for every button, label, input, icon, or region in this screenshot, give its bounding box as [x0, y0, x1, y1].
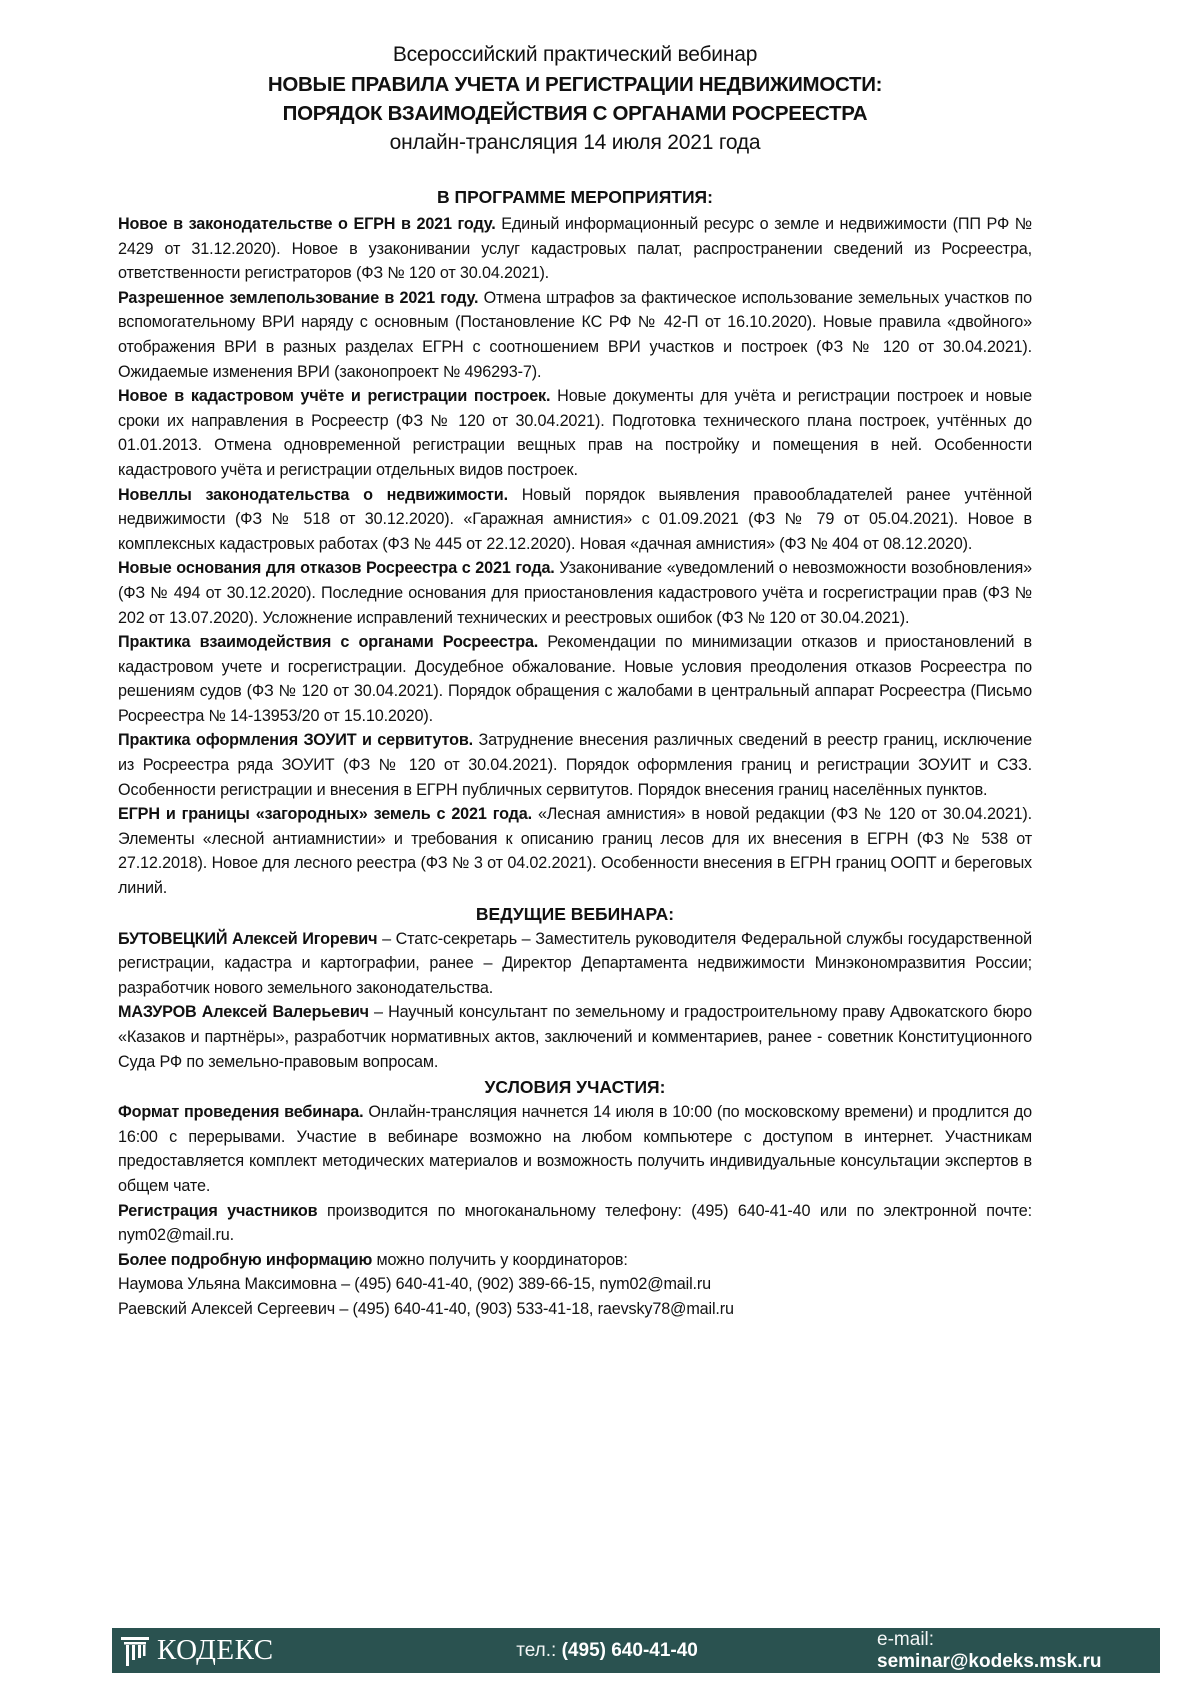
event-title-line-2: ПОРЯДОК ВЗАИМОДЕЙСТВИЯ С ОРГАНАМИ РОСРЕЕСТРА — [282, 102, 868, 125]
registration-paragraph — [118, 1199, 1032, 1248]
speaker-bio: – Статс-секретарь – Заместитель руководителя Федеральной службы государственной регистрации, кадастра и картографии, ранее – Директор Департамента недвижимости Минэкономразвития России; разработчик нового земельного законодательства. — [118, 929, 1032, 997]
event-title-line-1: НОВЫЕ ПРАВИЛА УЧЕТА И РЕГИСТРАЦИИ НЕДВИЖИМОСТИ: — [267, 73, 883, 96]
program-item — [118, 556, 1032, 630]
program-item-text: Единый информационный ресурс о земле и недвижимости (ПП РФ № 2429 от 31.12.2020). Новое в узаконивании услуг кадастровых палат, распространении сведений из Росреестра, ответственности регистраторов (ФЗ № 120 от 30.04.2021). — [118, 215, 1032, 283]
program-item-text: Отмена штрафов за фактическое использование земельных участков по вспомогательному ВРИ наряду с основным (Постановление КС РФ № 42-П от 16.10.2020). Новые правила «двойного» отображения ВРИ в разных разделах ЕГРН с соотношением ВРИ участков и построек (ФЗ № 120 от 30.04.2021). Ожидаемые изменения ВРИ (законопроект № 496293-7). — [118, 288, 1032, 381]
more-info-title: Более подробную информацию — [118, 1250, 373, 1269]
flyer-page — [118, 40, 1032, 1322]
program-item-title: Новые основания для отказов Росреестра с 2021 года. — [118, 559, 555, 578]
more-info-line — [118, 1248, 1032, 1273]
program-item-text: «Лесная амнистия» в новой редакции (ФЗ № 120 от 30.04.2021). Элементы «лесной антиамнистии» и требования к описанию границ лесов для их внесения в ЕГРН (ФЗ № 538 от 27.12.2018). Новое для лесного реестра (ФЗ № 3 от 04.02.2021). Особенности внесения в ЕГРН границ ООПТ и береговых линий. — [118, 805, 1032, 898]
speaker-name: БУТОВЕЦКИЙ Алексей Игоревич — [118, 929, 378, 948]
format-paragraph — [118, 1100, 1032, 1198]
event-type: Всероссийский практический вебинар — [392, 43, 758, 66]
program-item-text: Рекомендации по минимизации отказов и приостановлений в кадастровом учете и госрегистрации. Досудебное обжалование. Новые условия преодоления отказов Росреестра по решениям судов (ФЗ № 120 от 30.04.2021). Порядок обращения с жалобами в центральный аппарат Росреестра (Письмо Росреестра № 14-13953/20 от 15.10.2020). — [118, 633, 1032, 725]
program-item-title: ЕГРН и границы «загородных» земель с 2021 года. — [118, 805, 532, 824]
email-label: e-mail: — [877, 1628, 935, 1650]
program-list — [118, 212, 1032, 901]
registration-text: производится по многоканальному телефону: (495) 640-41-40 или по электронной почте: nym02@mail.ru. — [118, 1201, 1032, 1245]
speaker-item — [118, 927, 1032, 1001]
phone-value: (495) 640-41-40 — [561, 1639, 698, 1661]
kodeks-logo — [121, 1634, 476, 1667]
program-item-title: Новое в законодательстве о ЕГРН в 2021 году. — [118, 215, 496, 233]
program-item-text: Узаконивание «уведомлений о невозможности возобновления» (ФЗ № 494 от 30.12.2020). Последние основания для приостановления кадастрового учёта и госрегистрации прав (ФЗ № 202 от 13.07.2020). Усложнение исправлений технических и реестровых ошибок (ФЗ № 120 от 30.04.2021). — [118, 559, 1032, 627]
header — [118, 40, 1032, 158]
footer-banner — [112, 1628, 1160, 1673]
footer-email — [877, 1629, 1160, 1673]
conditions-block — [118, 1100, 1032, 1321]
program-item — [118, 384, 1032, 482]
speakers-list — [118, 927, 1032, 1075]
coordinator-contact: Раевский Алексей Сергеевич – (495) 640-41-40, (903) 533-41-18, raevsky78@mail.ru — [118, 1299, 734, 1318]
program-item-text: Новые документы для учёта и регистрации построек и новые сроки их направления в Росреестр (ФЗ № 120 от 30.04.2021). Подготовка технического плана построек, учтённых до 01.01.2013. Отмена одновременной регистрации вещных прав на постройку и помещения в ней. Особенности кадастрового учёта и регистрации отдельных видов построек. — [118, 387, 1032, 479]
program-item — [118, 212, 1032, 286]
speaker-item — [118, 1000, 1032, 1074]
registration-title: Регистрация участников — [118, 1201, 318, 1220]
program-item-title: Практика взаимодействия с органами Росреестра. — [118, 633, 539, 652]
email-link[interactable]: seminar@kodeks.msk.ru — [877, 1650, 1102, 1672]
format-text: Онлайн-трансляция начнется 14 июля в 10:00 (по московскому времени) и продлится до 16:00 с перерывами. Участие в вебинаре возможно на любом компьютере с доступом в интернет. Участникам предоставляется комплект методических материалов и возможность получить индивидуальные консультации экспертов в общем чате. — [118, 1103, 1032, 1195]
phone-label: тел.: — [516, 1639, 562, 1661]
speaker-bio: – Научный консультант по земельному и градостроительному праву Адвокатского бюро «Казаков и партнёры», разработчик нормативных актов, заключений и комментариев, ранее - советник Конституционного Суда РФ по земельно-правовым вопросам. — [118, 1003, 1032, 1071]
program-item-text: Затруднение внесения различных сведений в реестр границ, исключение из Росреестра ряда ЗОУИТ (ФЗ № 120 от 30.04.2021). Порядок оформления границ и регистрации ЗОУИТ и СЗЗ. Особенности регистрации и внесения в ЕГРН публичных сервитутов. Порядок внесения границ населённых пунктов. — [118, 731, 1032, 799]
program-item — [118, 483, 1032, 557]
program-item — [118, 630, 1032, 728]
format-title: Формат проведения вебинара. — [118, 1103, 364, 1122]
more-info-text: можно получить у координаторов: — [372, 1250, 628, 1269]
speaker-name: МАЗУРОВ Алексей Валерьевич — [118, 1003, 369, 1022]
conditions-heading: УСЛОВИЯ УЧАСТИЯ: — [484, 1077, 666, 1098]
brand-name: КОДЕКС — [157, 1634, 274, 1666]
coordinator-contact: Наумова Ульяна Максимовна – (495) 640-41-40, (902) 389-66-15, nym02@mail.ru — [118, 1275, 711, 1294]
program-item — [118, 286, 1032, 384]
program-item-title: Новое в кадастровом учёте и регистрации построек. — [118, 387, 551, 406]
program-item-title: Разрешенное землепользование в 2021 году. — [118, 288, 479, 307]
program-heading: В ПРОГРАММЕ МЕРОПРИЯТИЯ: — [437, 187, 713, 207]
column-pillar-icon — [121, 1635, 149, 1667]
program-item-title: Новеллы законодательства о недвижимости. — [118, 485, 508, 504]
speakers-heading: ВЕДУЩИЕ ВЕБИНАРА: — [475, 903, 675, 924]
event-date: онлайн-трансляция 14 июля 2021 года — [389, 131, 761, 154]
program-item-title: Практика оформления ЗОУИТ и сервитутов. — [118, 731, 473, 750]
program-item — [118, 728, 1032, 802]
program-item-text: Новый порядок выявления правообладателей ранее учтённой недвижимости (ФЗ № 518 от 30.12.2020). «Гаражная амнистия» с 01.09.2021 (ФЗ № 79 от 05.04.2021). Новое в комплексных кадастровых работах (ФЗ № 445 от 22.12.2020). Новая «дачная амнистия» (ФЗ № 404 от 08.12.2020). — [118, 485, 1032, 553]
program-item — [118, 802, 1032, 900]
footer-phone — [516, 1640, 832, 1662]
